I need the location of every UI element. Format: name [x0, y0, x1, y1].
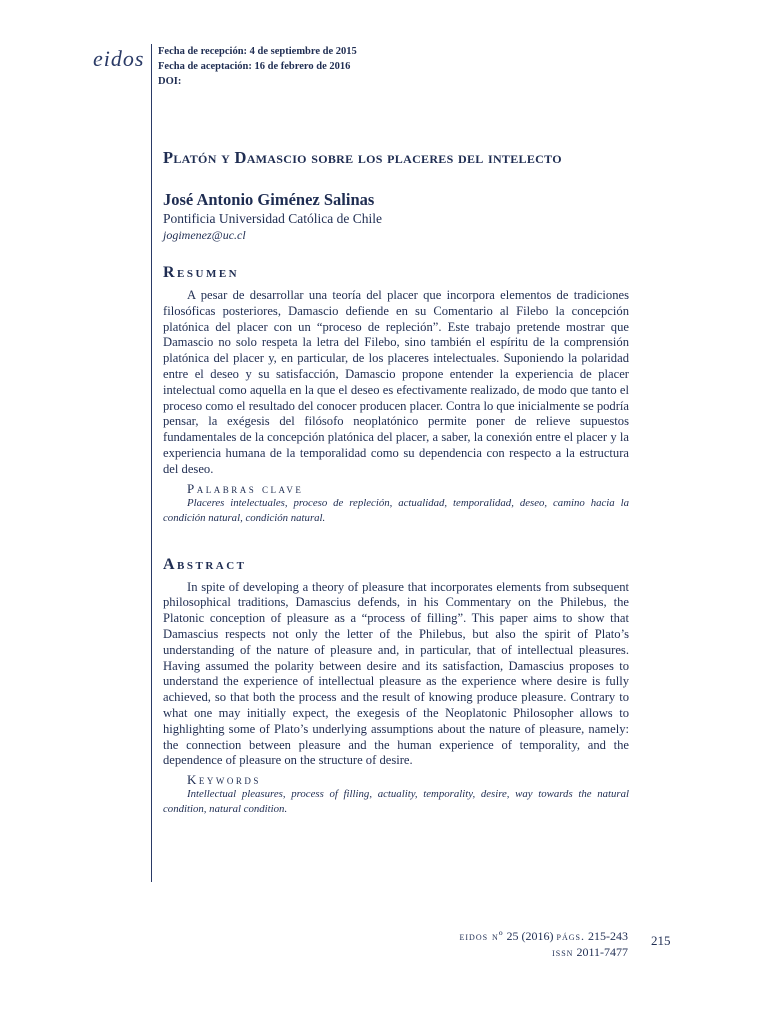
article-title: Platón y Damascio sobre los placeres del intelecto: [163, 148, 562, 167]
keywords-heading: Keywords: [187, 772, 261, 788]
abstract-text: In spite of developing a theory of pleasure that incorporates elements from subsequent philosophical traditions, Damascius defends, in his Commentary on the Philebus, the Platonic conception of pleasure as a “process of filling”. This paper aims to show that Damascius respects not only the letter of the Philebus, but also the spirit of Plato’s understanding of the nature of pleasure and, in particular, that of intellectual pleasures. Having assumed the polarity between desire and its satisfaction, Damascius proposes to understand the experience of intellectual pleasure as the experience where desire is fully achieved, so that both the process and the result of knowing produce pleasure. Contrary to what one may initially expect, the exegesis of the Neoplatonic Philosopher allows to highlighting some of Plato’s underlying assumptions about the nature of pleasure, namely: the connection between pleasure and the human experience of temporality, and the dependence of pleasure on the structure of desire.: [163, 579, 629, 768]
citation-label: eidos nº: [459, 929, 504, 943]
margin-rule: [151, 44, 152, 882]
resumen-heading: Resumen: [163, 264, 240, 281]
abstract-heading: Abstract: [163, 555, 247, 573]
doi-label: DOI:: [158, 76, 182, 87]
author-name: José Antonio Giménez Salinas: [163, 190, 375, 209]
resumen-text: A pesar de desarrollar una teoría del placer que incorpora elementos de tradiciones filosóficas posteriores, Damascio defiende en su Comentario al Filebo la concepción platónica del placer con un “proceso de repleción”. Este trabajo pretende mostrar que Damascio no solo respeta la letra del Filebo, sino también el espíritu de la comprensión platónica del placer y, en particular, de los placeres intelectuales. Suponiendo la polaridad entre el deseo y su satisfacción, Damascio propone entender la experiencia de placer intelectual como aquella en la que el deseo es efectivamente realizado, de modo que tanto el proceso como el resultado del conocer producen placer. Contra lo que inicialmente se podría pensar, la exégesis del filósofo neoplatónico permite poner de relieve supuestos fundamentales de la concepción platónica del placer, a saber, la conexión entre el placer y la experiencia humana de la temporalidad como su dependencia con respecto a la estructura del deseo.: [163, 288, 629, 476]
citation-volume: 25 (2016): [506, 929, 554, 943]
page-number: 215: [651, 933, 671, 948]
issn-label: issn: [552, 945, 574, 959]
received-date: Fecha de recepción: 4 de septiembre de 2015: [158, 46, 357, 57]
submission-meta: [158, 44, 357, 89]
citation-footer: [459, 928, 628, 960]
palabras-clave-text: Placeres intelectuales, proceso de repleción, actualidad, temporalidad, deseo, camino hacia la condición natural, condición natural.: [163, 496, 629, 524]
palabras-clave-heading: Palabras clave: [187, 480, 304, 496]
author-email[interactable]: jogimenez@uc.cl: [163, 228, 246, 242]
author-affiliation: Pontificia Universidad Católica de Chile: [163, 211, 382, 226]
journal-logo: eidos: [93, 46, 145, 71]
article-body: [163, 148, 629, 817]
pages-range: 215-243: [588, 929, 628, 943]
issn-number: 2011-7477: [576, 945, 628, 959]
accepted-date: Fecha de aceptación: 16 de febrero de 2016: [158, 61, 351, 72]
pages-label: págs.: [556, 929, 585, 943]
keywords-text: Intellectual pleasures, process of filling, actuality, temporality, desire, way towards the natural condition, natural condition.: [163, 788, 629, 816]
